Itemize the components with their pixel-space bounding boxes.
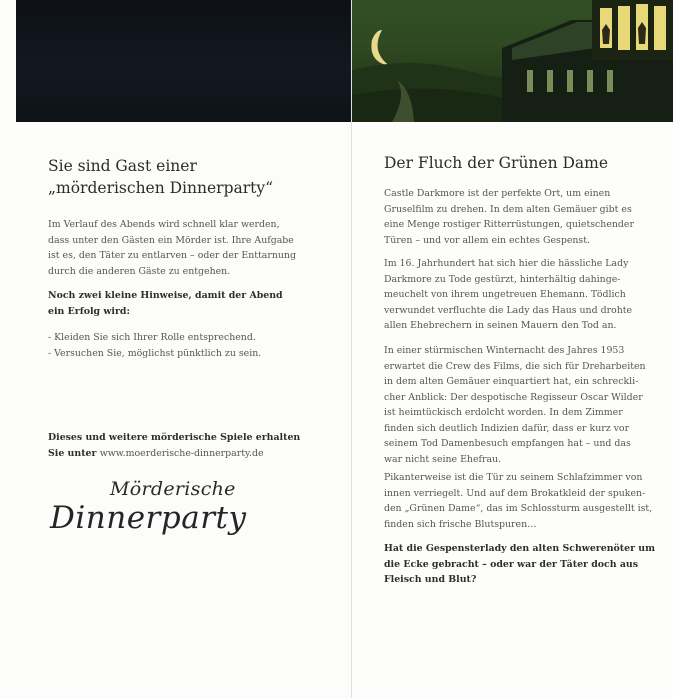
hint-list <box>48 330 343 361</box>
story-line: meuchelt von ihrem ungetreuen Ehemann. Tödlich <box>384 289 626 300</box>
website-link[interactable]: www.moerderische-dinnerparty.de <box>99 447 264 459</box>
story-line: innen verriegelt. Und auf dem Brokatkleid der spuken- <box>384 487 646 499</box>
story-paragraph-4 <box>384 470 669 532</box>
right-panel <box>352 0 673 698</box>
story-line: verwundet verfluchte die Lady das Haus und drohte <box>384 304 633 316</box>
question-line: Hat die Gespensterlady den alten Schwerenöter um <box>384 543 656 554</box>
story-title: Der Fluch der Grünen Dame <box>384 154 609 172</box>
hint-item: - Kleiden Sie sich Ihrer Rolle entsprechend. <box>48 332 256 343</box>
story-line: allen Ehebrechern in seinen Mauern den Tod an. <box>384 320 617 331</box>
question-line: die Ecke gebracht – oder war der Täter doch aus <box>384 558 639 570</box>
story-line: den „Grünen Dame“, das im Schlossturm ausgestellt ist, <box>384 503 653 514</box>
more-games-line2: Sie unter <box>48 447 100 459</box>
story-line: in dem alten Gemäuer einquartiert hat, ein schreckli- <box>384 376 639 387</box>
logo-text-bottom: Dinnerparty <box>50 500 247 536</box>
invitation-title-line2: „mörderischen Dinnerparty“ <box>48 179 274 197</box>
story-line: finden sich deutlich Indizien dafür, dass er kurz vor <box>384 422 630 434</box>
intro-line: durch die anderen Gäste zu entgehen. <box>48 265 231 277</box>
story-question <box>384 541 669 588</box>
story-line: Darkmore zu Tode gestürzt, hinterhältig dahinge- <box>384 273 621 285</box>
story-paragraph-1 <box>384 186 669 248</box>
story-line: Pikanterweise ist die Tür zu seinem Schlafzimmer von <box>384 472 643 483</box>
dark-banner-image <box>16 0 352 122</box>
story-line: cher Anblick: Der despotische Regisseur Oscar Wilder <box>384 391 643 403</box>
hint-heading-line: Noch zwei kleine Hinweise, damit der Abend <box>48 290 283 301</box>
story-line: Castle Darkmore ist der perfekte Ort, um einen <box>384 188 611 199</box>
more-games-line1: Dieses und weitere mörderische Spiele erhalten <box>48 432 301 443</box>
hint-heading-line: ein Erfolg wird: <box>48 305 130 317</box>
story-line: erwartet die Crew des Films, die sich für Dreharbeiten <box>384 360 646 372</box>
intro-line: dass unter den Gästen ein Mörder ist. Ihre Aufgabe <box>48 234 294 246</box>
story-paragraph-3 <box>384 343 669 467</box>
story-line: war nicht seine Ehefrau. <box>384 453 502 465</box>
story-line: ist heimtückisch erdolcht worden. In dem Zimmer <box>384 407 623 418</box>
story-line: finden sich frische Blutspuren… <box>384 518 537 530</box>
more-games-note <box>48 430 348 461</box>
hint-heading <box>48 288 343 319</box>
intro-paragraph <box>48 217 343 279</box>
story-line: Im 16. Jahrhundert hat sich hier die hässliche Lady <box>384 258 629 269</box>
story-line: Gruselfilm zu drehen. In dem alten Gemäuer gibt es <box>384 203 632 215</box>
story-line: seinem Tod Damenbesuch empfangen hat – und das <box>384 438 631 449</box>
invitation-title <box>48 155 338 199</box>
story-line: In einer stürmischen Winternacht des Jahres 1953 <box>384 345 625 356</box>
intro-line: ist es, den Täter zu entlarven – oder der Enttarnung <box>48 250 296 261</box>
story-line: eine Menge rostiger Ritterrüstungen, quietschender <box>384 219 634 230</box>
question-line: Fleisch und Blut? <box>384 574 477 585</box>
hint-item: - Versuchen Sie, möglichst pünktlich zu sein. <box>48 347 262 359</box>
logo-text-top: Mörderische <box>110 478 236 500</box>
intro-line: Im Verlauf des Abends wird schnell klar werden, <box>48 219 280 230</box>
story-paragraph-2 <box>384 256 669 334</box>
castle-illustration <box>352 0 673 122</box>
invitation-title-line1: Sie sind Gast einer <box>48 157 197 175</box>
story-line: Türen – und vor allem ein echtes Gespenst. <box>384 234 590 246</box>
